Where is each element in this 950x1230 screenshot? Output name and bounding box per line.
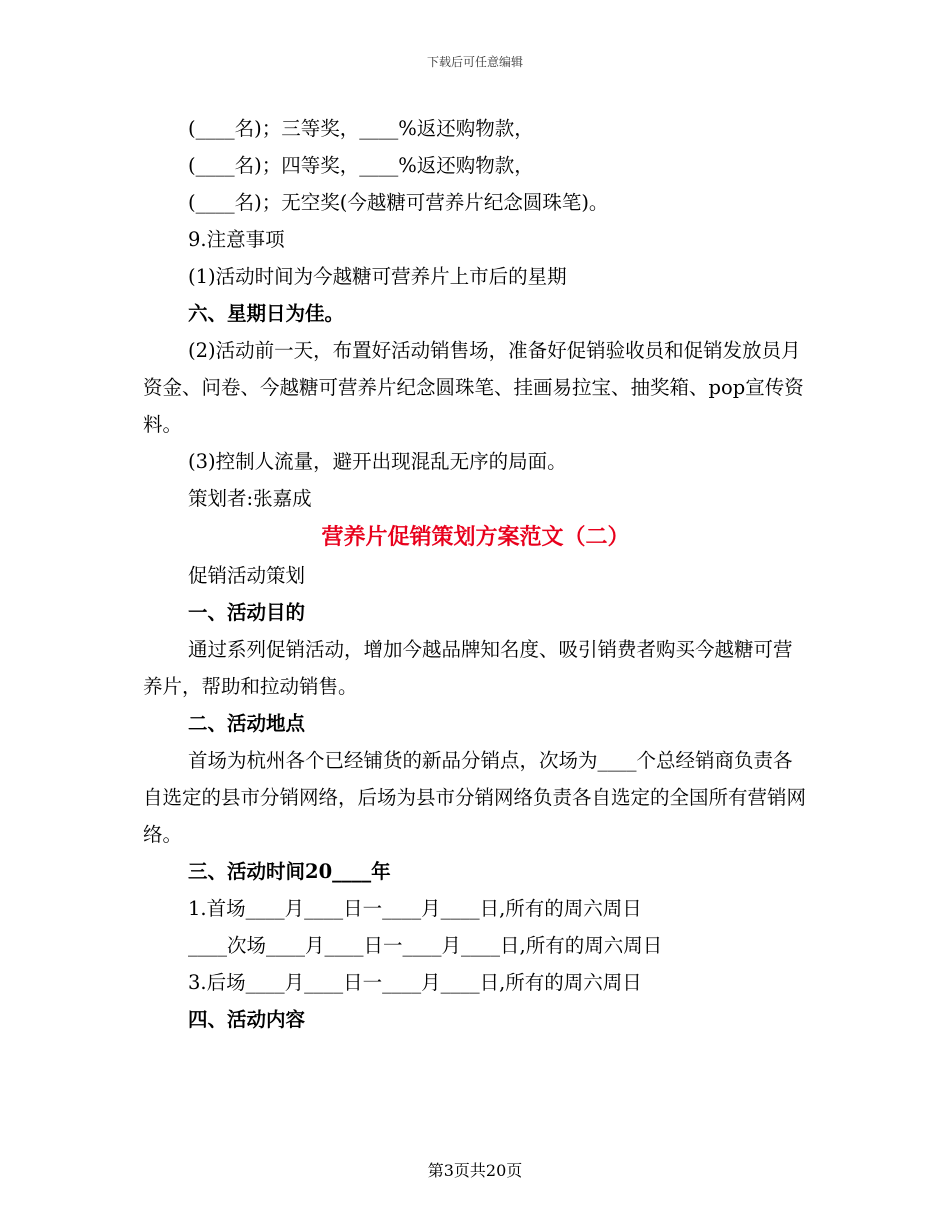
paragraph: (____名)；四等奖，____%返还购物款，: [188, 154, 534, 177]
page-header: 下载后可任意编辑: [426, 55, 523, 69]
paragraph: 促销活动策划: [188, 564, 306, 587]
paragraph: (1)活动时间为今越糖可营养片上市后的星期: [188, 265, 567, 288]
section-heading: 六、星期日为佳。: [188, 302, 345, 325]
section-heading: 一、活动目的: [188, 601, 306, 624]
page-number: 第3页共20页: [427, 1161, 523, 1180]
section-heading: 二、活动地点: [188, 712, 306, 735]
paragraph: 3.后场____月____日一____月____日,所有的周六周日: [188, 971, 642, 994]
section-heading: 三、活动时间20____年: [188, 860, 391, 883]
paragraph: 1.首场____月____日一____月____日,所有的周六周日: [188, 897, 642, 920]
paragraph: 首场为杭州各个已经铺货的新品分销点，次场为____个总经销商负责各自选定的县市分销网络，后场为县市分销网络负责各自选定的全国所有营销网络。: [143, 749, 807, 846]
section-title: 营养片促销策划方案范文（二）: [321, 524, 630, 550]
paragraph: (2)活动前一天，布置好活动销售场，准备好促销验收员和促销发放员月资金、问卷、今越糖可营养片纪念圆珠笔、挂画易拉宝、抽奖箱、pop宣传资料。: [143, 339, 804, 436]
paragraph: ____次场____月____日一____月____日,所有的周六周日: [188, 934, 663, 957]
document-body: [143, 110, 808, 1038]
paragraph: 通过系列促销活动，增加今越品牌知名度、吸引销费者购买今越糖可营养片，帮助和拉动销售。: [143, 638, 793, 698]
paragraph: (____名)；三等奖，____%返还购物款，: [188, 117, 534, 140]
section-heading: 四、活动内容: [188, 1008, 306, 1031]
paragraph: (3)控制人流量，避开出现混乱无序的局面。: [188, 450, 567, 473]
paragraph: 9.注意事项: [188, 228, 285, 251]
paragraph: (____名)；无空奖(今越糖可营养片纪念圆珠笔)。: [188, 191, 609, 214]
paragraph: 策划者:张嘉成: [188, 487, 312, 510]
